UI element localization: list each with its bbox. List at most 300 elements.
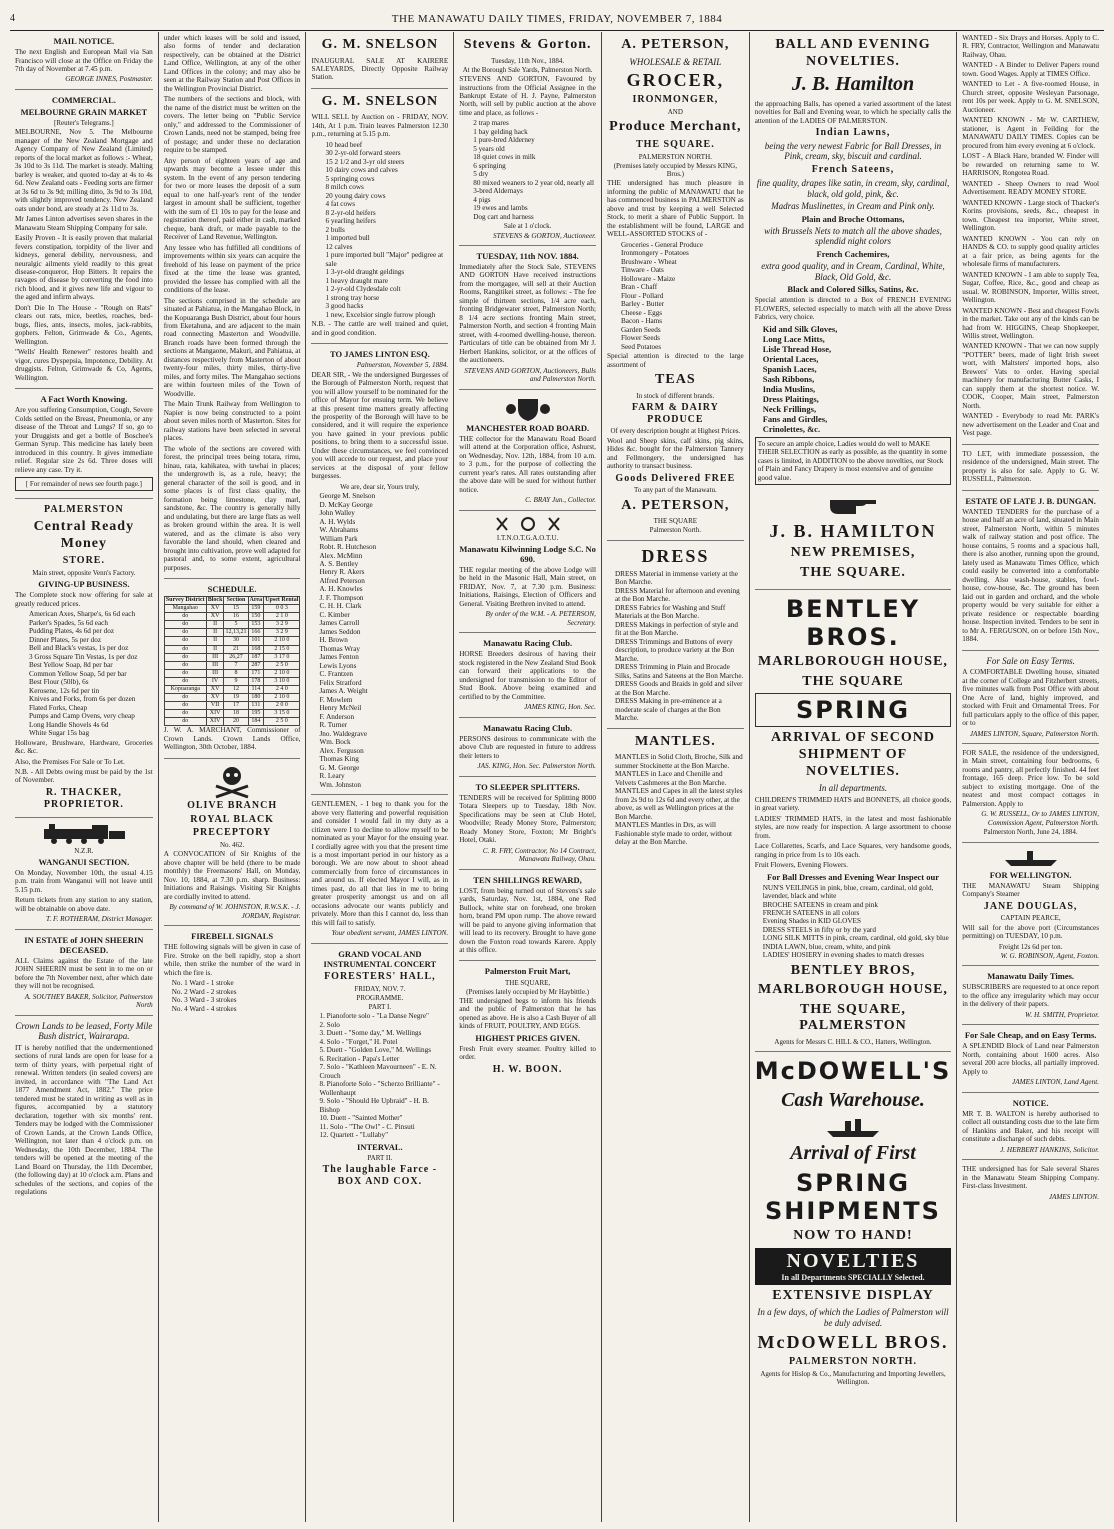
steamer-notice [962, 848, 1099, 967]
kilwinning-lodge [459, 516, 596, 634]
programme-item: 12. Quartett - "Lullaby" [319, 1131, 389, 1140]
mantles-heading: MANTLES. [634, 733, 716, 749]
table-cell: 2 10 0 [264, 637, 300, 645]
signatory: Henry McNeil [319, 704, 362, 713]
table-row [164, 629, 300, 637]
list-item: DRESS STEELS in fifty or by the yard [762, 925, 876, 934]
signatory: A. H. Knowles [319, 585, 363, 594]
commercial-body: MELBOURNE, Nov 5. The Melbourne manager of the New Zealand Mortgage and Agency Company of New Zealand (Limited) reports of the local market as follows :- Wheat, 3s 10d to 3s 11d. The market is steady. Malting barley is weaker, and quoted to-day at 4s to 4s 6d. New Zealand oats - Feeding sorts are firmer at 3s 6d to 3s 9d; milling ditto, 3s 9d to 3s 10d, with slightly improved tendency. New Zealand oats under bond, are steady at 2s 11d to 3s. [15, 128, 153, 213]
programme-item: 8. Pianoforte Solo - "Scherzo Brilliante" - Wollenhaupt [319, 1080, 440, 1097]
list-item: 20 young dairy cows [325, 191, 386, 200]
column-7 [956, 32, 1104, 1522]
bentley-name: BENTLEY BROS. [785, 594, 921, 651]
sleeper-tenders [459, 782, 596, 870]
wanted-list [962, 34, 1099, 438]
cashmeres-heading: French Cachemires, [816, 248, 890, 259]
mantle-line: MANTLES and Capes in all the latest styles from 2s 9d to 12s 6d and every other, at the above, as well as Wellington prices at the Bon Marche. [614, 787, 743, 821]
kilwinning-heading: Manawatu Kilwinning Lodge S.C. No 690. [459, 543, 596, 564]
list-item: American Axes, Sharpe's, 6s 6d each [29, 610, 136, 619]
list-item: 12 calves [325, 242, 353, 251]
peterson-ad [607, 37, 744, 541]
racing-body: HORSE Breeders desirous of having their stock registered in the New Zealand Stud Book can forward their applications to the undersigned for transmission to the Editor of Stud Book. Above being examined and certified to by the Committee. [459, 650, 596, 701]
list-item: 6 springing [473, 161, 506, 170]
schedule-col: Survey District [165, 597, 205, 604]
list-item: Kerosene, 12s 6d per tin [29, 686, 100, 695]
table-cell: XV [206, 605, 224, 613]
list-item: Dog cart and harness [473, 212, 534, 221]
stevens-place: At the Borough Sale Yards, Palmerston North. [462, 65, 593, 74]
table-cell: 9 [224, 677, 248, 685]
reward-notice [459, 875, 596, 962]
table-cell: do [164, 621, 206, 629]
crown-lands-cont [164, 34, 301, 579]
mantles-ad [607, 734, 744, 852]
mcdowell-novelties-label: NOVELTIES [786, 1249, 920, 1272]
list-item: Seed Potatoes [620, 342, 662, 351]
stevens-body: STEVENS AND GORTON, Favoured by instructions from the Official Assignee in the Bankrupt Estate of H. J. Payne, Palmerston North, will sell by public auction at the above time and place, as follows - [459, 75, 596, 117]
table-cell: XIV [206, 718, 224, 726]
table-row [164, 605, 300, 613]
wanted-ad: WANTED KNOWN - You can rely on HANDS & CO. to supply good quality articles at a fair price, as being agents for the wholesale firms of manufacturers. [962, 234, 1099, 269]
signatory: Henry R. Akers [319, 568, 365, 577]
table-cell: do [164, 653, 206, 661]
shares-notice [962, 1165, 1099, 1206]
table-cell: 2 15 0 [264, 645, 300, 653]
table-cell: do [164, 613, 206, 621]
table-cell: 184 [248, 718, 264, 726]
steamer-sign: W. G. ROBINSON, Agent, Foxton. [1000, 951, 1099, 960]
stevens-time: Sale at 1 o'clock. [503, 222, 552, 231]
schedule-col: Area [249, 597, 263, 604]
ottomans-heading: Plain and Broche Ottomans, [801, 213, 905, 224]
list-item: FRENCH SATEENS in all colors [762, 908, 860, 917]
peterson-body: THE undersigned has much pleasure in informing the public of MANAWATU that he has commenced business in PALMERSTON as above and trust by keeping a well Selected Stock, to merit a share of Public Support. In the establishment will be found, LARGE and WELL-ASSORTED STOCKS of - [606, 179, 744, 239]
table-cell: 26,27 [224, 653, 248, 661]
table-cell: 150 [248, 613, 264, 621]
snelson-name: G. M. SNELSON [321, 93, 439, 109]
kilwinning-sign: By order of the W.M. - A. PETERSON, Secretary. [485, 610, 596, 627]
sleeper-sign: C. R. FRY, Contractor, No 14 Contract, Manawatu Railway, Ohau. [482, 846, 596, 864]
table-cell: do [164, 629, 206, 637]
note-2: Easily Proven - It is easily proven that malarial fevers constipation, torpidity of the liver and kidneys, general debility, nervousness, and neuralgic ailments yield readily to this great disease-conqueror, Hop Bitters. It repairs the ravages of disease by converting the food into rich blood, and it gives new life and vigour to the aged and infirm always. [15, 234, 153, 302]
reply-body: GENTLEMEN, - I beg to thank you for the above very flattering and powerful requisition and consider I would fail in my duty as a citizen were I to decline to allow myself to be nominated as your Mayor for the ensuing year. I cordially agree with you that the present time is a most important period in our history as a borough. We are now about to shoot ahead commercially from force of circumstances in and around us. If elected Mayor I will, as in times past, do all that lies in me to bring greater prosperity amongst us and on all occasions advocate our wants publicly and privately. More than this I cannot do, less than this will fail to satisfy. [311, 800, 449, 927]
bentley-lines [755, 884, 952, 960]
crown-body: IT is hereby notified that the undermentioned sections of rural lands are open for lease for a term of thirty years, with perpetual right of renewal. Written tenders (in sealed covers) are invited, in accordance with "The Land Act 1877 Amendment Act, 1882." The price tendered must be stated in writing as well as in figures, accompanied by a statutory declaration, together with six months' rent. Tenders may be lodged with the Commissioner of Crown Lands, at the Crown Lands Office, Wellington, not later than 4 o'clock p.m. on Wednesday, the 10th December, 1884. The tenders will be opened at the meeting of the Land Board on Thursday, the 11th December, (the following day) at 10 o'clock a.m. Plans and schedules of the sections, and copies of the regulations [15, 1043, 153, 1197]
requisition-close: We are, dear sir, Yours truly, [340, 482, 420, 491]
table-cell: 3 15 0 [264, 710, 300, 718]
list-item: Cheese - Eggs [620, 308, 663, 317]
lease-para: The whole of the sections are covered with forest, the principal trees being totara, rimu, hinau, rata, kahikatea, with tawhai in places; the undergrowth is, as a rule, heavy; the general character of the soil is good, and in some places is of first class quality, the formation being limestone, clay marl, sandstone, &c. The country is generally hilly and undulating, but there are large flats as well as broken ground within the area. It is well watered, and as the climate is also very favorable the land should, when cleared and brought into cultivation, prove well adapted for pastoral and, to some extent, agricultural purposes. [163, 444, 301, 572]
central-owner: R. THACKER, PROPRIETOR. [43, 786, 124, 810]
peterson-grocer: GROCER, [626, 70, 725, 91]
easy-heading: For Sale on Easy Terms. [986, 655, 1075, 666]
cheap-body: A SPLENDID Block of Land near Palmerston North, containing about 1600 acres. Also several 200 acre blocks, all partially improved. Apply to [962, 1042, 1099, 1076]
fire-heading: FIREBELL SIGNALS [191, 931, 274, 942]
estate-heading: IN ESTATE of JOHN SHEERIN DECEASED. [24, 934, 144, 955]
bentley-item: Fruit Flowers, Evening Flowers. [754, 861, 848, 870]
dress-line: DRESS Trimmings and Buttons of every description, to produce variety at the Bon Marche. [614, 637, 735, 663]
table-cell: do [164, 693, 206, 701]
signatory: James Carroll [319, 619, 360, 628]
table-row [164, 661, 300, 669]
wanted-ad: WANTED - A Binder to Deliver Papers round town. Good Wages. Apply at TIMES Office. [962, 61, 1099, 78]
table-cell: 2 10 0 [264, 693, 300, 701]
table-cell: Mangahao [164, 605, 206, 613]
fire-wards [164, 979, 301, 1013]
lease-para: The numbers of the sections and block, with the name of the district must be written on the covers. The letter being on "Public Service only," and addressed to the Commissioner of Crown Lands, need not be stamped, being free of postage; and under these no declaration require to be stamped. [163, 95, 301, 155]
peterson-goods [607, 241, 744, 351]
table-cell: III [206, 653, 224, 661]
note-3: Don't Die In The House - "Rough on Rats" clears out rats, mice, beetles, roaches, bed-bugs, flies, ants, insects, moles, jack-rabbits, gophers. Felton, Grimwade & Co., Agents, Wellington. [15, 303, 153, 346]
list-item: BROCHE SATEENS in cream and pink [762, 900, 878, 909]
table-cell: 18 [224, 710, 248, 718]
special-flowers: Special attention is directed to a Box of FRENCH EVENING FLOWERS, selected especially to match with all the above Dress Fabrics, very choice. [754, 296, 952, 322]
list-item: 8 2-yr-old heifers [325, 208, 376, 217]
list-item: Best Flour (50lb), 6s [29, 678, 89, 687]
mantle-line: MANTLES in Solid Cloth, Broche, Silk and summer Stockinette at the Bon Marche. [614, 753, 743, 770]
ball-heading: BALL AND EVENING NOVELTIES. [775, 37, 931, 69]
lodge-number: No. 462. [219, 841, 245, 850]
list-item: Parker's Spades, 5s 6d each [29, 618, 108, 627]
table-cell: 153 [248, 621, 264, 629]
bentley-sign-2: MARLBOROUGH HOUSE, [758, 982, 948, 998]
mantle-line: MANTLES in Lace and Chenille and Velvets Cashmeres at the Bon Marche. [614, 770, 727, 787]
table-cell: do [164, 669, 206, 677]
list-item: Best Yellow Soap, 8d per bar [29, 661, 113, 670]
list-item: Long Handle Shovels 4s 6d [29, 720, 109, 729]
fire-body: THE following signals will be given in case of Fire. Stroke on the bell rapidly, stop a short while, then strike the number of the ward in which the fire is. [163, 943, 301, 977]
list-item: Common Yellow Soap, 5d per bar [29, 669, 127, 678]
table-row [164, 693, 300, 701]
list-item: Brushware - Wheat [620, 257, 677, 266]
lodge-notice [164, 764, 301, 927]
commercial-source: [Reuter's Telegrams.] [54, 118, 114, 127]
list-item: India Muslins, [762, 383, 816, 394]
signatory: Wm. Bock [319, 738, 351, 747]
bentley-item: LADIES' TRIMMED HATS, in the latest and most fashionable styles, are now ready for inspection. A large assortment to choose from. [754, 814, 952, 840]
nzr-body-2: Return tickets from any station to any station, will be obtainable on above date. [15, 896, 153, 913]
lodge-badge: I.T.N.O.T.G.A.O.T.U. [496, 533, 559, 542]
signatory: G. M. George [319, 763, 360, 772]
signatory: Jno. Waldegrave [319, 729, 368, 738]
table-cell: 2 5 0 [264, 718, 300, 726]
bentley-arrival: ARRIVAL OF SECOND SHIPMENT OF NOVELTIES. [770, 730, 935, 779]
mcdowell-now: NOW TO HAND! [793, 1228, 913, 1244]
stevens-name: Stevens & Gorton. [463, 37, 592, 52]
fruit-sign: H. W. BOON. [492, 1063, 563, 1075]
table-cell: 0 0 3 [264, 605, 300, 613]
steamer-icon [1001, 848, 1061, 868]
residence-date: Palmerston North, June 24, 1884. [983, 828, 1078, 837]
table-cell: 3 10 0 [264, 677, 300, 685]
concert-programme: PROGRAMME. [356, 993, 404, 1002]
bentley-depts: In all departments. [818, 783, 888, 794]
peterson-teas: TEAS [655, 372, 696, 388]
table-cell: 19 [224, 693, 248, 701]
steamer-ship: JANE DOUGLAS, [983, 900, 1078, 912]
steamer-freight: Freight 12s 6d per ton. [998, 942, 1063, 951]
list-item: 1 pure imported bull "Major" pedigree at sale [325, 251, 444, 268]
table-cell: II [206, 637, 224, 645]
list-item: Barley - Butter [620, 300, 665, 309]
hamilton-goods [755, 324, 952, 434]
bentley-ad [755, 595, 952, 1053]
peterson-trade: WHOLESALE & RETAIL [629, 56, 722, 67]
list-item: 80 mixed weaners to 2 year old, nearly all 3-bred Aldernays [473, 178, 594, 196]
table-cell: VII [206, 702, 224, 710]
to-let-body: TO LET, with immediate possession, the residence of the undersigned, Main street. The property is also for sale. Apply to G. W. RUSSELL, Palmerston. [962, 449, 1099, 484]
snelson-ad-2 [311, 94, 448, 344]
snelson-ad-1 [311, 37, 448, 89]
signatory: James Fenton [319, 653, 359, 662]
snelson-note: N.B. - The cattle are well trained and quiet, and in good condition. [311, 320, 449, 337]
table-cell: 5 [224, 621, 248, 629]
programme-item: 2. Solo [319, 1020, 340, 1029]
mail-notice [15, 36, 153, 90]
reward-body: LOST, from being turned out of Stevens's sale yards, Saturday, Nov. 1st, 1884, one Red Bullock, white star on forehead, one broken horn, brand PM upon rump. The above reward will be paid to anyone giving information that will lead to its recovery. Brought to have gone down the Foxton road towards Karere. Apply at this office. [459, 886, 596, 954]
dress-heading: DRESS [641, 545, 710, 566]
peterson-sign: A. PETERSON, [621, 497, 730, 513]
crown-heading: Crown Lands to be leased, Forty Mile Bush district, Wairarapa. [15, 1020, 153, 1042]
peterson-wool: Wool and Sheep skins, calf skins, pig skins, Hides &c. bought for the Palmerston Tannery and Fellmongery, the undersigned has authority to transact business. [606, 436, 744, 471]
peterson-sign-2: THE SQUARE [653, 517, 698, 526]
racing-heading: Manawatu Racing Club. [483, 722, 573, 733]
central-store-ad [15, 504, 153, 817]
column-2 [158, 32, 306, 1522]
racing-sign: JAMES KING, Hon. Sec. [524, 703, 596, 712]
table-cell: 166 [248, 629, 264, 637]
lease-para: The sections comprised in the schedule are situated at Pahiatua, in the Mangahao Block, in the Kopuaranga Bush District, about four hours from Eketahuna, and are adjacent to the main road connecting Masterton and Woodville. Branch roads have been formed through the sections at Mangaone, Makuri, and Pahiatua, at distances respectively from Masterton of about twenty-four miles, thirty miles, thirty-five miles, and forty miles. The Mangahao sections are within fourteen miles of the Town of Woodville. [163, 296, 301, 398]
list-item: Lisle Thread Hose, [762, 343, 832, 354]
fruit-heading: Palmerston Fruit Mart, [484, 966, 571, 977]
easy-terms [962, 656, 1099, 744]
hamilton-square: THE SQUARE. [800, 565, 906, 580]
cheap-sign: JAMES LINTON, Land Agent. [1012, 1078, 1099, 1087]
table-row [164, 637, 300, 645]
road-board-heading: MANCHESTER ROAD BOARD. [466, 422, 590, 433]
wanted-ad: WANTED - Everybody to read Mr. PARK's new advertisement on the Leader and Coat and Vest page. [962, 412, 1099, 438]
central-close-2: Also, the Premises For Sale or To Let. [15, 757, 125, 766]
land-sale-heading: TUESDAY, 11th NOV. 1884. [476, 250, 579, 261]
table-cell: 3 2 9 [264, 629, 300, 637]
hamilton-sign: J. B. HAMILTON [769, 521, 937, 542]
signatory: C. Kimber [319, 610, 350, 619]
pointing-hand-icon [828, 488, 878, 518]
list-item: LONG SILK MITTS in pink, cream, cardinal, old gold, sky blue [762, 934, 949, 943]
dress-line: DRESS Making in pre-eminence at a moderate scale of charges at the Bon Marche. [614, 697, 722, 723]
list-item: Tinware - Oats [620, 266, 664, 275]
list-item: 5 springing cows [325, 174, 375, 183]
table-cell: Kopuaranga [164, 685, 206, 693]
wanted-ad: WANTED KNOWN - I am able to supply Tea, Sugar, Coffee, Rice, &c., good and cheap as usual. W. ROBINSON, Importer, Willis street, Wellington. [962, 270, 1099, 305]
lawns-body: being the very newest Fabric for Ball Dresses, in Pink, cream, sky, biscuit and cardinal. [764, 140, 942, 162]
table-row [164, 718, 300, 726]
wanted-ad: WANTED to Let - A five-roomed House, in Church street, opposite Wesleyan Parsonage, rent 10s per week. Apply to G. M. SNELSON, Auctioneer. [962, 80, 1099, 114]
signatory: J. F. Thompson [319, 593, 364, 602]
racing-heading: Manawatu Racing Club. [483, 638, 573, 649]
concert-part-1: PART I. [368, 1003, 392, 1012]
list-item: 1 new, Excelsior single furrow plough [325, 310, 436, 319]
times-notice [962, 971, 1099, 1025]
mcdowell-side: In all Departments SPECIALLY Selected. [781, 1273, 925, 1283]
nzr-heading: WANGANUI SECTION. [38, 856, 130, 867]
mail-notice-sign: GEORGE INNES, Postmaster. [65, 75, 153, 84]
signatory: C. H. H. Clark [319, 602, 362, 611]
wanted-ad: WANTED KNOWN - Mr W. CARTHEW, stationer, is Agent in Feilding for the MANAWATU DAILY TIMES. Copies can be procured from him every evening at 6 o'clock. [962, 116, 1099, 150]
schedule-col: Section [224, 597, 248, 605]
residence-sale [962, 749, 1099, 843]
table-cell: do [164, 645, 206, 653]
ball-body: the approaching Balls, has opened a varied assortment of the latest novelties for Ball and Evening wear, to which he specially calls the attention of the LADIES OF PALMERSTON. [754, 99, 952, 125]
peterson-produce: Produce Merchant, [609, 119, 742, 135]
sateens-heading: French Sateens, [811, 164, 895, 176]
table-cell: 159 [248, 605, 264, 613]
secure-notice: To secure an ample choice, Ladies would do well to MAKE THEIR SELECTION as early as possible, as the quantity in some cases is limited, in ADDITION to the above novelties, our Stock of Plain and Fancy Drapery is most extensive and of genuine good value. [755, 437, 952, 485]
land-sale-sign: STEVENS AND GORTON, Auctioneers, Bulls and Palmerston North. [464, 366, 596, 384]
peterson-town: PALMERSTON NORTH. [638, 152, 712, 161]
list-item: 1 imported bull [325, 234, 370, 243]
mcdowell-cash: Cash Warehouse. [781, 1088, 925, 1111]
shares-sign: JAMES LINTON. [1048, 1192, 1099, 1201]
cashmeres-body: extra good quality, and in Cream, Cardinal, White, Black, Old Gold, &c. [761, 260, 945, 282]
land-block-sale [962, 1030, 1099, 1092]
sateens-body: fine quality, drapes like satin, in cream, sky, cardinal, black, old gold, pink, &c. [756, 177, 950, 199]
signatory: James A. Weight [319, 687, 368, 696]
list-item: 1 3-yr-old draught geldings [325, 268, 405, 277]
lease-para: Any person of eighteen years of age and upwards may become a lessee under this system. In the event of any person tendering for two or more leases the deposit of a sum equal to one half-year's rent of the tender largest in amount shall be sufficient, together with the sum of £1 10s to pay for the lease and registration thereof, paid either in cash, marked cheque, bank draft, or made payable to the Receiver of Land Revenue, Wellington. [163, 156, 301, 242]
table-row [164, 621, 300, 629]
table-cell: 171 [248, 669, 264, 677]
table-cell: XV [206, 693, 224, 701]
programme-item: 10. Duett - "Sainted Mother" [319, 1114, 403, 1123]
news-continued: [ For remainder of news see fourth page.] [15, 477, 153, 491]
schedule-rows [164, 605, 300, 726]
reply-sign: Your obedient servant, JAMES LINTON. [331, 929, 449, 938]
lease-para: Any lessee who has fulfilled all conditions of improvements within six years can acquire the freehold of his lease on payment of the price fixed at the time the lease was granted, provided the lessee has complied with all the conditions of the lease. [163, 243, 301, 295]
schedule-col: Upset Rental [265, 597, 299, 604]
table-row [164, 613, 300, 621]
steamer-heading: FOR WELLINGTON. [989, 869, 1072, 880]
easy-body: A COMFORTABLE Dwelling house, situated at the corner of College and Fitzherbert streets, five minutes walk from Post Office with about One Acre of land, highly improved, and stocked with Fruit and Ornamental Trees. For full particulars apply to the office of this paper, or to [962, 668, 1099, 728]
programme-item: 1. Pianoforte solo - "La Danse Negre" [319, 1012, 429, 1021]
skull-crossbones-icon [212, 764, 252, 798]
wanted-ads [962, 34, 1099, 445]
list-item: Dinner Plates, 5s per doz [29, 635, 102, 644]
dress-line: DRESS Trimming in Plain and Brocade Silks, Satins and Sateens at the Bon Marche. [614, 663, 744, 680]
table-cell: 114 [248, 685, 264, 693]
mcdowell-few: In a few days, of which the Ladies of Palmerston will be duly advised. [757, 1307, 949, 1328]
notice-body: MR T. B. WALTON is hereby authorised to collect all outstanding costs due to the late firm of Hankins and Baker, and his receipt will constitute a discharge of such debts. [962, 1109, 1099, 1144]
lawns-heading: Indian Lawns, [815, 127, 891, 139]
lodge-body: A CONVOCATION of Sir Knights of the above chapter will be held (there to be made monthly) the Freemasons' Hall, on Monday, Nov. 10, 1884, at 7.30 p.m. sharp. Business: Initiations and Raisings. Visiting Sir Knights are cordially invited to attend. [163, 850, 301, 901]
table-row [164, 702, 300, 710]
list-item: 2 bulls [325, 225, 345, 234]
peterson-and: AND [667, 108, 683, 117]
fruit-mart [459, 966, 596, 1081]
bentley-ball: For Ball Dresses and Evening Wear Inspect our [766, 871, 939, 882]
central-loc: Main street, opposite Venn's Factory. [32, 569, 136, 578]
peterson-square: THE SQUARE. [635, 138, 715, 150]
mcdowell-name: McDOWELL'S [754, 1057, 952, 1086]
list-item: LADIES' HOSIERY in evening shades to match dresses [762, 951, 925, 960]
list-item: Oriental Laces, [762, 353, 819, 364]
bentley-sign-3: THE SQUARE, PALMERSTON [799, 1001, 907, 1034]
estate-body: ALL Claims against the Estate of the late JOHN SHEERIN must be sent in to me on or before the 7th November next, after which date they will not be recognised. [15, 956, 153, 991]
signatory: William Park [319, 534, 358, 543]
wanted-ad: WANTED KNOWN - Large stock of Thacker's Korins provisions, seeds, &c., cheapest in town. Cheapest tea importer, White street, Wellington. [962, 198, 1099, 233]
stevens-gorton-sale [459, 37, 596, 246]
commercial [15, 95, 153, 389]
lodge-head-1: OLIVE BRANCH [187, 799, 278, 811]
stevens-land-sale [459, 251, 596, 390]
easy-sign: JAMES LINTON, Square, Palmerston North. [969, 729, 1099, 738]
table-cell: 30 [224, 637, 248, 645]
table-cell: 2 1 0 [264, 613, 300, 621]
notice-sign: J. HERBERT HANKINS, Solicitor. [1000, 1145, 1099, 1154]
madras: Madras Muslinettes, in Cream and Pink only. [771, 201, 935, 212]
table-cell: 21 [224, 645, 248, 653]
table-cell: III [206, 669, 224, 677]
lodge-sign: By command of W. JOHNSTON, R.W.S.K. - J. JORDAN, Registrar. [169, 903, 301, 920]
mcdowell-spring: SPRING SHIPMENTS [765, 1168, 941, 1226]
list-item: 5 years old [473, 144, 505, 153]
shares-body: THE undersigned has for Sale several Shares in the Manawatu Steam Shipping Company. First-class Investment. [962, 1165, 1099, 1191]
sleeper-body: TENDERS will be received for Splitting 8000 Totara Sleepers up to Tuesday, 18th Nov. Specifications may be seen at Club Hotel, Woodville; Ready Money Store, Palmerston; Ready Money Store, Foxton; Mr Bright's Hotel, Otaki. [459, 793, 596, 845]
list-item: Pumps and Camp Ovens, very cheap [29, 712, 135, 721]
schedule-col: Block [207, 597, 223, 604]
road-board-sign: C. BRAY Jun., Collector. [525, 496, 596, 505]
list-item: Bran - Chaff [620, 283, 658, 292]
mantles-lines [607, 753, 744, 846]
wanted-ad: LOST - A Black Hare, branded W. Finder will be rewarded on returning same to W. HARRISON, Rongotea Road. [962, 152, 1099, 178]
times-heading: Manawatu Daily Times. [987, 971, 1075, 982]
list-item: Bacon - Hams [620, 317, 663, 326]
locomotive-icon [39, 823, 129, 845]
bentley-sign: BENTLEY BROS, [790, 962, 916, 978]
racing-club-1 [459, 638, 596, 717]
list-item: Flower Seeds [620, 334, 660, 343]
list-item: Groceries - General Produce [620, 240, 703, 249]
list-item: 1 strong tray horse [325, 293, 380, 302]
central-intro: The Complete stock now offering for sale at greatly reduced prices. [15, 591, 153, 608]
table-cell: II [206, 629, 224, 637]
list-item: Holloware - Maize [620, 274, 676, 283]
land-sale-body: Immediately after the Stock Sale, STEVENS AND GORTON Have received instructions from the mortgagee, will sell at their Auction Rooms, Rangitikei street, as follows: - The fee simple of thirteen sections, 1/4 acre each, fronting Bridgewater street, Palmerston North; 8 1/4 acre sections fronting Main street, Palmerston North, and section 4 fronting Main street, with 4-roomed dwelling-house, thereon. Particulars of title can be obtained from Mr J. Herbert Hankins, solicitor, or at the offices of the auctioneers. [459, 263, 596, 365]
list-item: 2 trap mares [473, 119, 509, 128]
programme-item: 5. Duett - "Golden Love," M. Wellings [319, 1046, 432, 1055]
signatory: James Seddon [319, 627, 361, 636]
list-item: Crinolettes, &c. [762, 423, 821, 434]
table-row [164, 653, 300, 661]
list-item: 3 Gross Square Tin Vestas, 1s per doz [29, 652, 138, 661]
notice-heading: NOTICE. [1012, 1097, 1049, 1108]
list-item: Garden Seeds [620, 325, 661, 334]
central-note: N.B. - All Debts owing must be paid by the 1st of November. [15, 768, 153, 785]
table-cell: XV [206, 685, 224, 693]
firebell-signals [164, 931, 301, 1018]
schedule-table [164, 596, 301, 726]
list-item: 15 2 1/2 and 3-yr old steers [325, 157, 405, 166]
signatory: Felix Stratford [319, 678, 362, 687]
road-board-body: THE collector for the Manawatu Road Board will attend at the Corporation office, Ashurst, on Wednesday, Nov. 12th, 1884, from 10 a.m. to 3 p.m., for the purpose of collecting the current year's rates. All rates outstanding after the above date will be sued for without further notice. [459, 434, 596, 494]
requisition-to: TO JAMES LINTON ESQ. [329, 349, 430, 360]
peterson-name: A. PETERSON, [621, 37, 730, 52]
steamer-sail: Will sail for the above port (Circumstances permitting) on TUESDAY, 10 p.m. [962, 923, 1099, 941]
kilwinning-body: THE regular meeting of the above Lodge will be held in the Masonic Hall, Main street, on FRIDAY, Nov. 7, at 7.30 p.m. Business: Initiations, Raisings, Election of Officers and General. Visiting Brethren invited to attend. [459, 565, 596, 608]
programme-item: 6. Recitation - Papa's Letter [319, 1054, 400, 1063]
table-cell: 287 [248, 661, 264, 669]
column-4 [453, 32, 601, 1522]
